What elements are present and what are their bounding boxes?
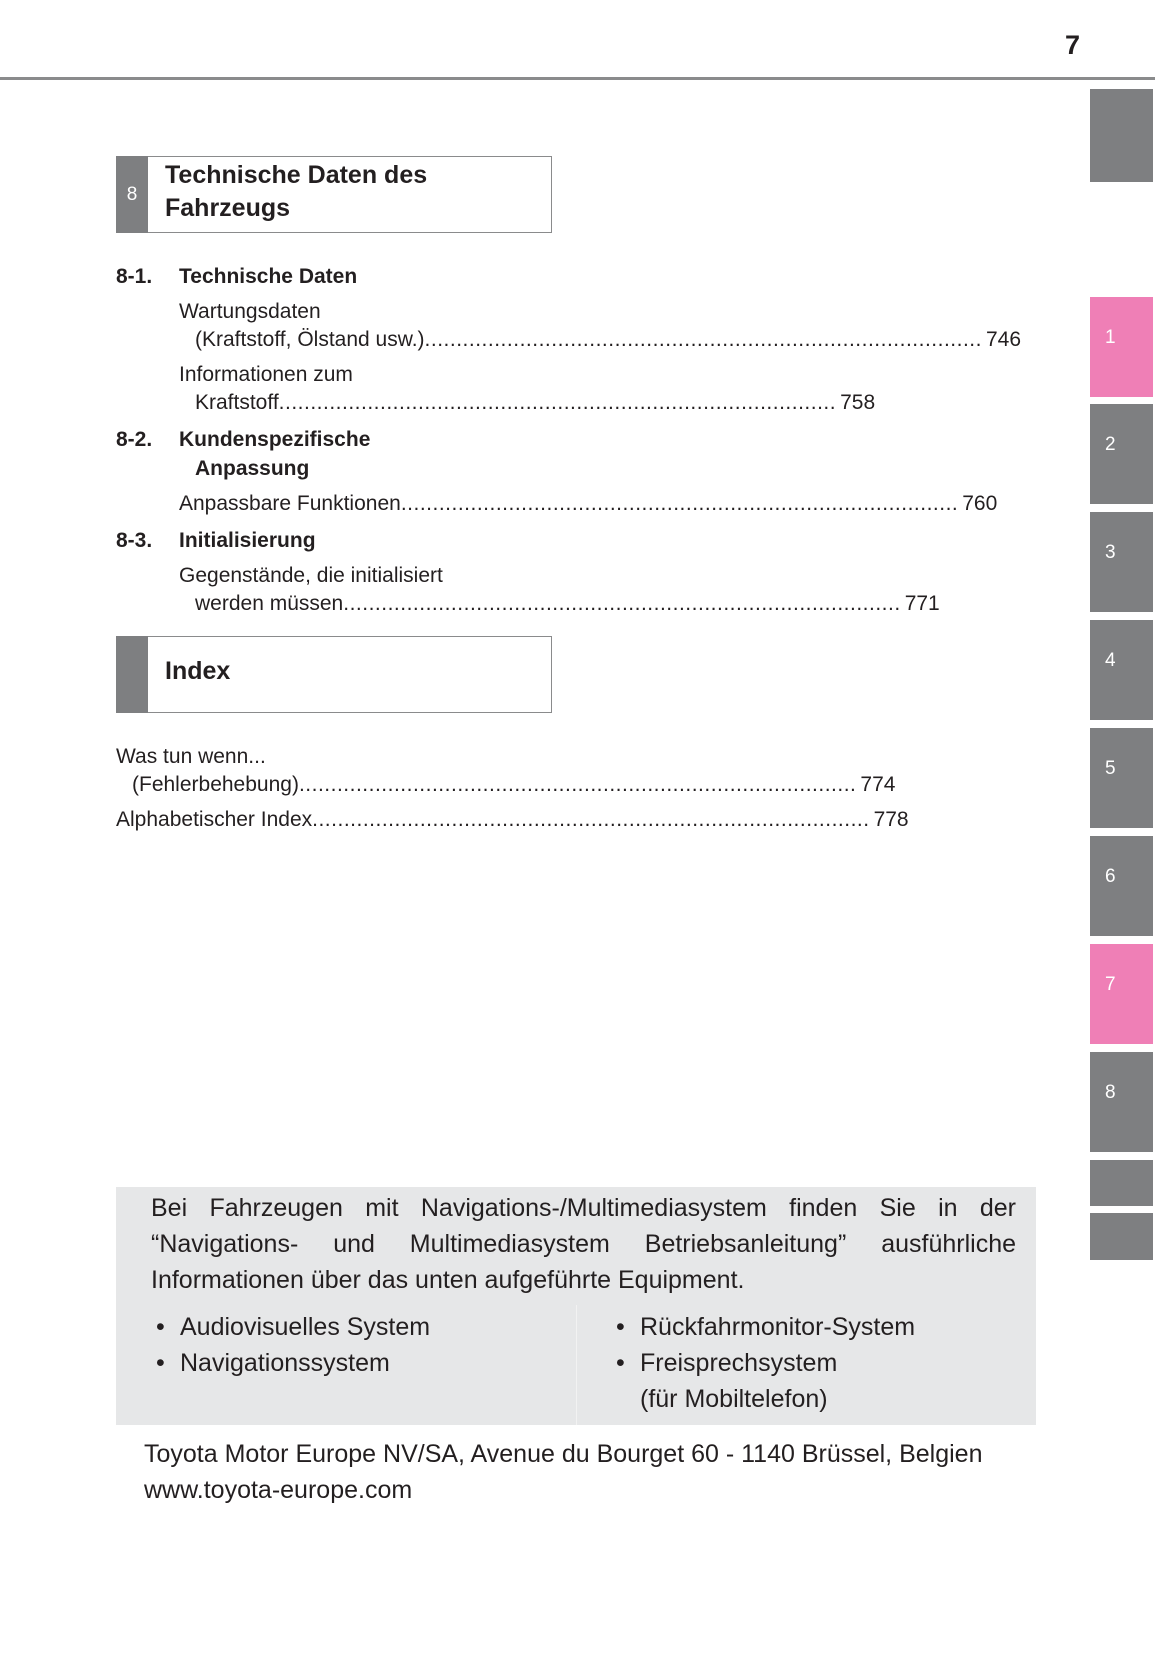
toc-entry[interactable] <box>195 590 940 618</box>
toc-page-number: 778 <box>873 808 909 831</box>
toc-page-number: 758 <box>840 391 876 414</box>
side-tab-1[interactable]: 1 <box>1090 297 1153 397</box>
side-tab-7[interactable]: 7 <box>1090 944 1153 1044</box>
toc-entry-line[interactable]: Wartungsdaten <box>179 300 321 323</box>
dot-leader: ........................................................................................ <box>343 592 901 615</box>
list-item: • Audiovisuelles System <box>156 1309 430 1345</box>
toc-entry-line[interactable]: Informationen zum <box>179 363 353 386</box>
section-8-3-title[interactable]: Initialisierung <box>179 529 316 552</box>
side-tab-4[interactable]: 4 <box>1090 620 1153 720</box>
side-tab-10[interactable] <box>1090 1213 1153 1260</box>
dot-leader: ........................................................................................ <box>400 492 959 515</box>
list-item: • Rückfahrmonitor-System <box>616 1309 915 1345</box>
toc-page-number: 771 <box>904 592 940 615</box>
section-8-2-title[interactable]: Kundenspezifische <box>179 428 371 451</box>
list-item: • Navigationssystem <box>156 1345 430 1381</box>
dot-leader: ........................................................................................ <box>298 773 857 796</box>
dot-leader: ........................................................................................ <box>278 391 837 414</box>
toc-entry-label: Kraftstoff <box>195 391 279 414</box>
toc-entry-label: werden müssen <box>195 592 344 615</box>
bullet-icon: • <box>616 1313 625 1341</box>
page-number: 7 <box>1064 30 1080 60</box>
toc-entry-line[interactable]: Was tun wenn... <box>116 745 266 768</box>
bullet-icon: • <box>156 1349 165 1377</box>
toc-entry[interactable] <box>195 389 876 417</box>
chapter-number: 8 <box>116 156 148 233</box>
column-divider <box>576 1305 577 1425</box>
toc-entry-label: Alphabetischer Index <box>116 808 313 831</box>
dot-leader: ........................................................................................ <box>424 328 982 351</box>
index-strip <box>116 636 148 713</box>
toc-page-number: 774 <box>860 773 896 796</box>
header-rule <box>0 77 1155 80</box>
side-tab-3[interactable]: 3 <box>1090 512 1153 612</box>
toc-entry[interactable] <box>116 806 909 834</box>
toc-entry[interactable] <box>195 326 1022 354</box>
footer-address: Toyota Motor Europe NV/SA, Avenue du Bourget 60 - 1140 Brüssel, Belgien <box>144 1440 983 1468</box>
section-8-1-number: 8-1. <box>116 265 153 288</box>
index-header <box>116 636 552 713</box>
dot-leader: ........................................................................................ <box>312 808 870 831</box>
toc-entry-label: (Kraftstoff, Ölstand usw.) <box>195 328 425 351</box>
section-8-3-number: 8-3. <box>116 529 153 552</box>
side-tab-9[interactable] <box>1090 1160 1153 1206</box>
footer-website[interactable]: www.toyota-europe.com <box>144 1476 413 1504</box>
bullet-list-right <box>616 1309 915 1417</box>
side-tab-5[interactable]: 5 <box>1090 728 1153 828</box>
chapter-title-line2: Fahrzeugs <box>165 194 291 222</box>
side-tab-top[interactable] <box>1090 89 1153 182</box>
toc-page-number: 760 <box>962 492 998 515</box>
toc-entry-label: Anpassbare Funktionen <box>179 492 401 515</box>
toc-entry-label: (Fehlerbehebung) <box>132 773 299 796</box>
index-title: Index <box>165 657 231 685</box>
section-8-2-title-cont[interactable]: Anpassung <box>195 457 310 480</box>
toc-entry[interactable] <box>179 490 998 518</box>
info-box <box>116 1187 1036 1425</box>
side-tab-6[interactable]: 6 <box>1090 836 1153 936</box>
bullet-list-left <box>156 1309 430 1381</box>
toc-entry-line[interactable]: Gegenstände, die initialisiert <box>179 564 443 587</box>
section-8-2-number: 8-2. <box>116 428 153 451</box>
section-8-1-title[interactable]: Technische Daten <box>179 265 358 288</box>
list-item-continuation: (für Mobiltelefon) <box>640 1385 828 1413</box>
side-tab-8[interactable]: 8 <box>1090 1052 1153 1152</box>
toc-page-number: 746 <box>985 328 1022 351</box>
chapter-title-line1: Technische Daten des <box>165 161 428 189</box>
bullet-icon: • <box>616 1349 625 1377</box>
list-item: • Freisprechsystem <box>616 1345 915 1381</box>
info-paragraph: Bei Fahrzeugen mit Navigations-/Multimediasystem finden Sie in der “Navigations- und Multimediasystem Betriebsanleitung” ausführliche Informationen über das unten aufgeführte Equipment. <box>151 1194 1016 1294</box>
chapter-8-header <box>116 156 552 233</box>
bullet-icon: • <box>156 1313 165 1341</box>
side-tab-2[interactable]: 2 <box>1090 404 1153 504</box>
toc-entry[interactable] <box>132 771 896 799</box>
